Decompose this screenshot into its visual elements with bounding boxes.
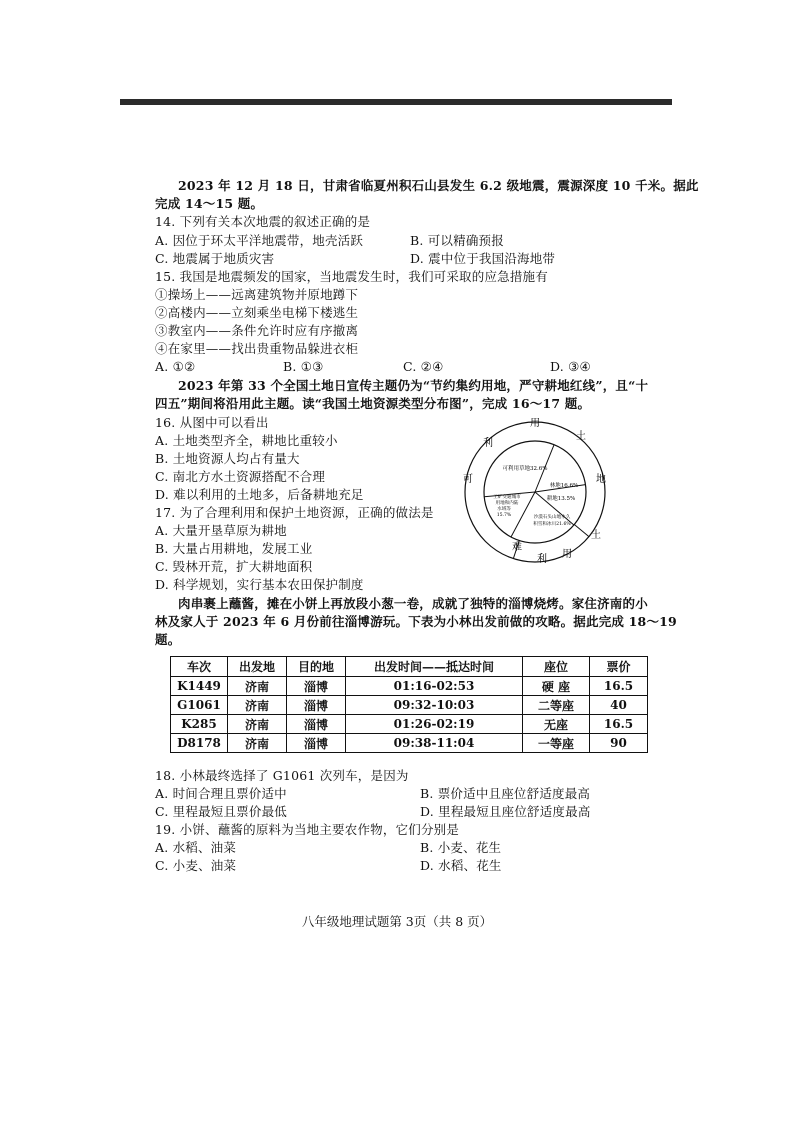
- intro-earthquake-line-1: 2023 年 12 月 18 日，甘肃省临夏州积石山县发生 6.2 级地震，震源深度 10 千米。据此: [178, 178, 699, 193]
- cell-train: K285: [171, 715, 228, 734]
- q15-item-4: ④在家里——找出贵重物品躲进衣柜: [155, 341, 359, 356]
- col-header-destination: 目的地: [287, 657, 346, 677]
- table-header-row: [171, 657, 648, 677]
- ring-label-ke: 可: [463, 474, 473, 485]
- slice-label-urban-2: 用地和内陆: [495, 501, 519, 506]
- cell-time: 09:32-10:03: [346, 696, 523, 715]
- table-row: [171, 677, 648, 696]
- intro-zibo-line-1: 肉串裹上蘸酱，摊在小饼上再放段小葱一卷，成就了独特的淄博烧烤。家住济南的小: [178, 596, 648, 611]
- page-footer: 八年级地理试题第 3页（共 8 页）: [301, 914, 493, 929]
- q19-option-d: D. 水稻、花生: [420, 858, 502, 873]
- cell-train: K1449: [171, 677, 228, 696]
- q15-item-1: ①操场上——远离建筑物并原地蹲下: [155, 287, 359, 302]
- col-header-price: 票价: [590, 657, 648, 677]
- col-header-time: 出发时间——抵达时间: [346, 657, 523, 677]
- cell-destination: 淄博: [287, 677, 346, 696]
- q18-option-c: C. 里程最短且票价最低: [155, 804, 287, 819]
- cell-seat: 一等座: [523, 734, 590, 753]
- cell-destination: 淄博: [287, 715, 346, 734]
- cell-time: 01:26-02:19: [346, 715, 523, 734]
- slice-label-desert-1: 沙漠石头山地永久: [533, 515, 571, 520]
- slice-label-urban-1: 工矿交通城市: [493, 495, 521, 500]
- col-header-seat: 座位: [523, 657, 590, 677]
- cell-seat: 二等座: [523, 696, 590, 715]
- q17-option-d: D. 科学规划，实行基本农田保护制度: [155, 577, 364, 592]
- intro-land-line-1: 2023 年第 33 个全国土地日宣传主题仍为“节约集约用地，严守耕地红线”，且“十: [178, 378, 649, 393]
- ring-label-yong-bottom: 用: [562, 549, 572, 560]
- ring-label-tu-right: 土: [576, 431, 586, 442]
- cell-seat: 硬 座: [523, 677, 590, 696]
- ring-label-tu-bottom: 土: [591, 530, 601, 541]
- ring-label-di-right: 地: [596, 474, 606, 485]
- land-resource-pie-chart: [455, 418, 615, 566]
- q15-stem: 15. 我国是地震频发的国家，当地震发生时，我们可采取的应急措施有: [155, 269, 548, 284]
- q18-option-d: D. 里程最短且座位舒适度最高: [420, 804, 591, 819]
- ring-label-nan: 难: [512, 542, 522, 553]
- q19-stem: 19. 小饼、蘸酱的原料为当地主要农作物，它们分别是: [155, 822, 460, 837]
- q16-option-c: C. 南北方水土资源搭配不合理: [155, 469, 326, 484]
- ring-label-li-bottom: 利: [537, 554, 547, 565]
- q14-option-c: C. 地震属于地质灾害: [155, 251, 275, 266]
- q15-option-a: A. ①②: [155, 359, 196, 374]
- q15-item-2: ②高楼内——立刻乘坐电梯下楼逃生: [155, 305, 359, 320]
- q16-option-a: A. 土地类型齐全，耕地比重较小: [155, 433, 338, 448]
- top-rule: [120, 99, 672, 105]
- train-schedule-table: [170, 656, 648, 753]
- cell-seat: 无座: [523, 715, 590, 734]
- q18-stem: 18. 小林最终选择了 G1061 次列车，是因为: [155, 768, 409, 783]
- cell-destination: 淄博: [287, 696, 346, 715]
- col-header-origin: 出发地: [228, 657, 287, 677]
- slice-label-forest: 林地16.6%: [549, 483, 579, 489]
- intro-land-line-2: 四五”期间将沿用此主题。读“我国土地资源类型分布图”，完成 16～17 题。: [155, 396, 591, 411]
- q18-option-a: A. 时间合理且票价适中: [155, 786, 287, 801]
- q16-stem: 16. 从图中可以看出: [155, 415, 269, 430]
- table-row: [171, 715, 648, 734]
- table-row: [171, 734, 648, 753]
- ring-label-yong-top: 用: [530, 418, 540, 429]
- cell-origin: 济南: [228, 696, 287, 715]
- cell-destination: 淄博: [287, 734, 346, 753]
- q15-option-d: D. ③④: [550, 359, 591, 374]
- q17-option-c: C. 毁林开荒，扩大耕地面积: [155, 559, 313, 574]
- q14-option-b: B. 可以精确预报: [410, 233, 504, 248]
- table-row: [171, 696, 648, 715]
- q17-option-b: B. 大量占用耕地，发展工业: [155, 541, 313, 556]
- q19-option-a: A. 水稻、油菜: [155, 840, 237, 855]
- q15-item-3: ③教室内——条件允许时应有序撤离: [155, 323, 359, 338]
- q17-option-a: A. 大量开垦草原为耕地: [155, 523, 287, 538]
- cell-price: 16.5: [590, 677, 648, 696]
- q16-option-d: D. 难以利用的土地多，后备耕地充足: [155, 487, 364, 502]
- ring-label-li-top: 利: [483, 438, 493, 449]
- q19-option-c: C. 小麦、油菜: [155, 858, 237, 873]
- q16-option-b: B. 土地资源人均占有量大: [155, 451, 300, 466]
- cell-origin: 济南: [228, 715, 287, 734]
- slice-label-urban-3: 水域等: [497, 507, 511, 512]
- slice-label-grassland: 可利用草地32.6%: [502, 466, 548, 472]
- cell-train: D8178: [171, 734, 228, 753]
- cell-price: 16.5: [590, 715, 648, 734]
- slice-label-desert-2: 积雪和冰川21.6%: [533, 522, 571, 527]
- cell-origin: 济南: [228, 677, 287, 696]
- cell-price: 90: [590, 734, 648, 753]
- slice-label-urban-4: 15.7%: [496, 513, 512, 518]
- col-header-train: 车次: [171, 657, 228, 677]
- q18-option-b: B. 票价适中且座位舒适度最高: [420, 786, 591, 801]
- intro-earthquake-line-2: 完成 14～15 题。: [155, 196, 264, 211]
- q17-stem: 17. 为了合理利用和保护土地资源，正确的做法是: [155, 505, 434, 520]
- slice-label-farmland: 耕地13.5%: [546, 496, 576, 502]
- cell-price: 40: [590, 696, 648, 715]
- cell-train: G1061: [171, 696, 228, 715]
- q19-option-b: B. 小麦、花生: [420, 840, 502, 855]
- cell-time: 01:16-02:53: [346, 677, 523, 696]
- q15-option-b: B. ①③: [283, 359, 324, 374]
- q14-option-a: A. 因位于环太平洋地震带，地壳活跃: [155, 233, 364, 248]
- intro-zibo-line-3: 题。: [155, 632, 181, 647]
- q14-option-d: D. 震中位于我国沿海地带: [410, 251, 556, 266]
- ring-separator-2: [574, 525, 589, 537]
- cell-origin: 济南: [228, 734, 287, 753]
- q14-stem: 14. 下列有关本次地震的叙述正确的是: [155, 214, 371, 229]
- q15-option-c: C. ②④: [403, 359, 444, 374]
- cell-time: 09:38-11:04: [346, 734, 523, 753]
- intro-zibo-line-2: 林及家人于 2023 年 6 月份前往淄博游玩。下表为小林出发前做的攻略。据此完成 18～19: [155, 614, 677, 629]
